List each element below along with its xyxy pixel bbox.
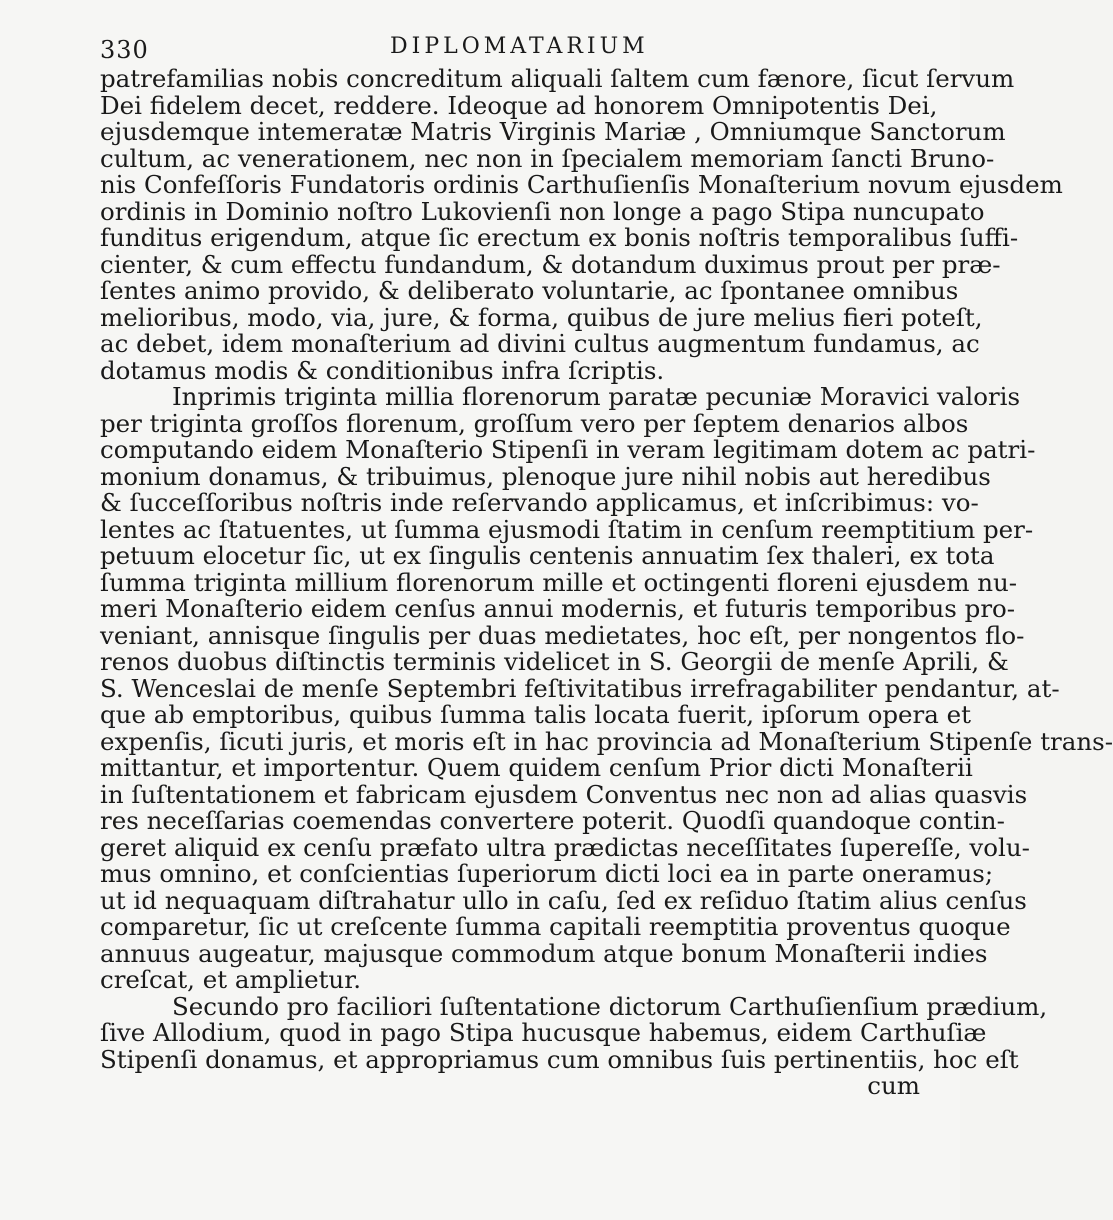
text-line: Stipenſi donamus, et appropriamus cum omnibus ſuis pertinentiis, hoc eſt: [100, 1044, 1019, 1074]
text-line: que ab emptoribus, quibus ſumma talis locata fuerit, ipſorum opera et: [100, 700, 972, 729]
paragraph-2: [100, 382, 1113, 994]
text-line: meri Monaſterio eidem cenſus annui modernis, et futuris temporibus pro-: [100, 594, 1016, 623]
text-line: creſcat, et amplietur.: [100, 965, 362, 994]
text-line: patrefamilias nobis concreditum aliquali ſaltem cum fænore, ſicut ſervum: [100, 64, 1015, 93]
text-line: melioribus, modo, via, jure, & forma, quibus de jure melius fieri poteſt,: [100, 302, 983, 332]
text-line: funditus erigendum, atque ſic erectum ex bonis noſtris temporalibus ſuffi-: [100, 223, 1019, 252]
running-title: DIPLOMATARIUM: [390, 34, 649, 59]
text-line: ejusdemque intemeratæ Matris Virginis Mariæ , Omniumque Sanctorum: [100, 117, 1006, 146]
text-line: res neceſſarias coemendas convertere poterit. Quodſi quandoque contin-: [100, 806, 1005, 835]
text-line: ſentes animo provido, & deliberato voluntarie, ac ſpontanee omnibus: [100, 276, 959, 305]
text-line: ordinis in Dominio noſtro Lukovienſi non longe a pago Stipa nuncupato: [100, 196, 985, 226]
text-line: lentes ac ſtatuentes, ut ſumma ejusmodi ſtatim in cenſum reemptitium per-: [100, 514, 1034, 544]
text-line: nis Confeſſoris Fundatoris ordinis Carthuſienſis Monaſterium novum ejusdem: [100, 170, 1063, 199]
text-line: geret aliquid ex cenſu præfato ultra prædictas neceſſitates ſupereſſe, volu-: [100, 832, 1030, 862]
text-line: S. Wenceslai de menſe Septembri feſtivitatibus irrefragabiliter pendantur, at-: [100, 673, 1060, 703]
text-line: veniant, annisque ſingulis per duas medietates, hoc eſt, per nongentos flo-: [100, 620, 1025, 650]
text-line: in ſuſtentationem et fabricam ejusdem Conventus nec non ad alias quasvis: [100, 779, 1028, 809]
text-line: mittantur, et importentur. Quem quidem cenſum Prior dicti Monaſterii: [100, 753, 973, 782]
paragraph-3: [100, 991, 1048, 1100]
text-line: expenſis, ſicuti juris, et moris eſt in hac provincia ad Monaſterium Stipenſe trans-: [100, 726, 1113, 756]
text-line: ac debet, idem monaſterium ad divini cultus augmentum fundamus, ac: [100, 329, 980, 358]
text-line: ut id nequaquam diſtrahatur ullo in caſu, ſed ex reſiduo ſtatim alius cenſus: [100, 885, 1027, 915]
page-number: 330: [100, 36, 149, 64]
text-line: mus omnino, et conſcientias ſuperiorum dicti loci ea in parte oneramus;: [100, 859, 994, 888]
text-line: Secundo pro faciliori ſuſtentatione dictorum Carthuſienſium prædium,: [172, 991, 1048, 1021]
paragraph-1: [100, 64, 1063, 385]
text-line: petuum elocetur ſic, ut ex ſingulis centenis annuatim ſex thaleri, ex tota: [100, 541, 995, 570]
text-line: computando eidem Monaſterio Stipenſi in veram legitimam dotem ac patri-: [100, 435, 1036, 464]
text-line: Inprimis triginta millia florenorum paratæ pecuniæ Moravici valoris: [172, 382, 1021, 411]
text-line: monium donamus, & tribuimus, plenoque jure nihil nobis aut heredibus: [100, 461, 991, 491]
text-line: cienter, & cum effectu fundandum, & dotandum duximus prout per præ-: [100, 249, 1001, 279]
text-line: ſumma triginta millium florenorum mille et octingenti floreni ejusdem nu-: [100, 567, 1018, 597]
text-line: dotamus modis & conditionibus infra ſcriptis.: [100, 355, 665, 385]
text-line: Dei fidelem decet, reddere. Ideoque ad honorem Omnipotentis Dei,: [100, 90, 938, 120]
text-line: annuus augeatur, majusque commodum atque bonum Monaſterii indies: [100, 938, 988, 968]
text-line: cultum, ac venerationem, nec non in ſpecialem memoriam ſancti Bruno-: [100, 143, 995, 173]
text-line: per triginta groſſos florenum, groſſum vero per ſeptem denarios albos: [100, 408, 969, 438]
text-line: renos duobus diſtinctis terminis videlicet in S. Georgii de menſe Aprili, &: [100, 647, 1009, 676]
text-line: ſive Allodium, quod in pago Stipa hucusque habemus, eidem Carthuſiæ: [100, 1018, 987, 1047]
catchword: cum: [867, 1071, 920, 1100]
text-line: & ſucceſſoribus noſtris inde reſervando applicamus, et inſcribimus: vo-: [100, 488, 979, 517]
body-text: [100, 64, 1113, 1100]
text-line: comparetur, ſic ut creſcente ſumma capitali reemptitia proventus quoque: [100, 912, 1011, 941]
